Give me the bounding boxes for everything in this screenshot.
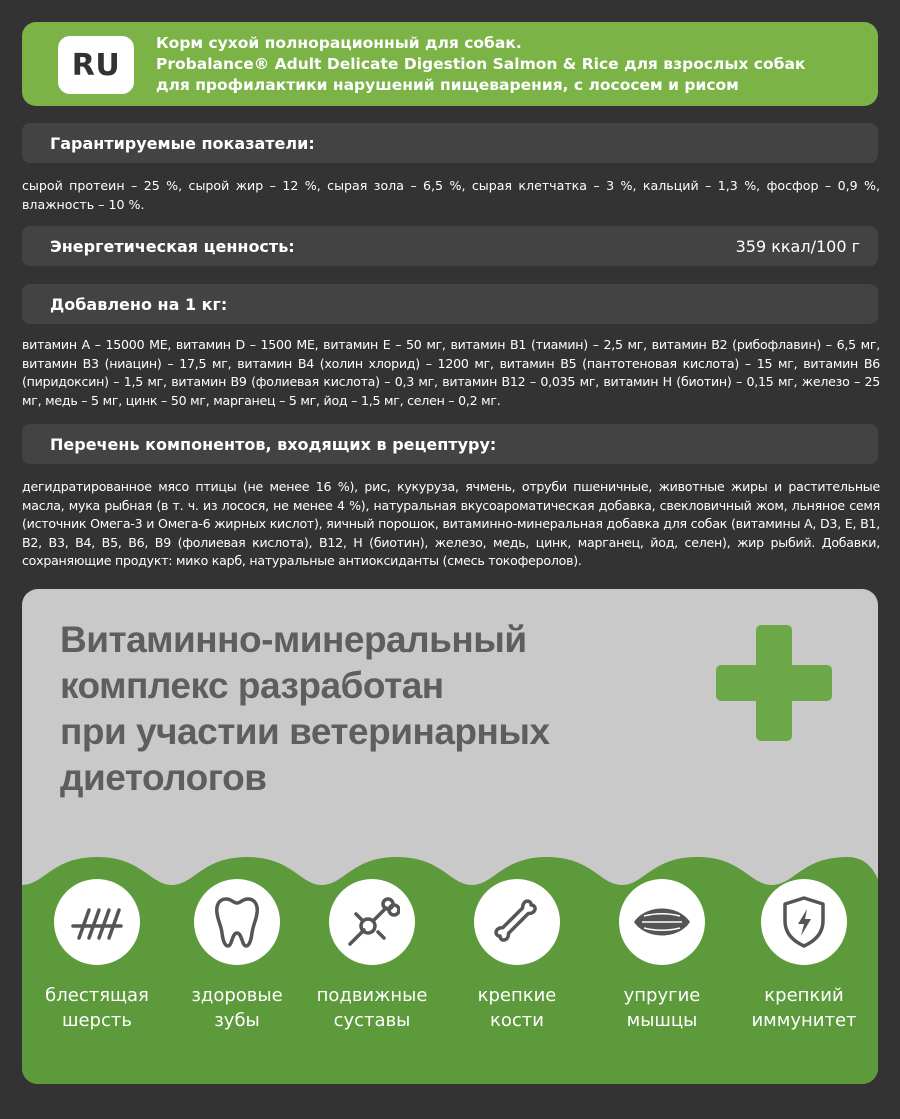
product-title-line-2: Probalance® Adult Delicate Digestion Salmon & Rice для взрослых собак xyxy=(156,55,806,73)
benefit-bones-circle xyxy=(474,879,560,965)
benefit-muscles xyxy=(597,869,727,1069)
bone-icon xyxy=(489,894,545,950)
benefit-teeth-line-2: зубы xyxy=(214,1010,260,1031)
energy-value: 359 ккал/100 г xyxy=(735,236,860,256)
section-bar-components xyxy=(22,424,878,464)
section-title-added: Добавлено на 1 кг: xyxy=(50,294,228,314)
benefit-muscles-line-2: мышцы xyxy=(626,1010,698,1031)
benefit-immunity xyxy=(739,869,869,1069)
benefit-joints-line-1: подвижные xyxy=(316,985,428,1006)
section-bar-guaranteed xyxy=(22,123,878,163)
section-title-components: Перечень компонентов, входящих в рецептуру: xyxy=(50,434,497,454)
benefit-fur-line-2: шерсть xyxy=(62,1010,132,1031)
benefit-muscles-line-1: упругие xyxy=(623,985,701,1006)
benefit-muscles-circle xyxy=(619,879,705,965)
muscle-icon xyxy=(632,902,692,942)
panel-title xyxy=(60,617,620,801)
benefit-fur-line-1: блестящая xyxy=(45,985,149,1006)
shield-icon xyxy=(781,895,827,949)
benefit-joints-circle xyxy=(329,879,415,965)
benefit-immunity-circle xyxy=(761,879,847,965)
section-bar-added xyxy=(22,284,878,324)
product-title-line-3: для профилактики нарушений пищеварения, с лососем и рисом xyxy=(156,76,739,94)
panel-title-line-4: диетологов xyxy=(60,757,267,798)
benefit-bones-line-2: кости xyxy=(490,1010,544,1031)
language-badge: RU xyxy=(58,36,134,94)
benefit-joints xyxy=(307,869,437,1069)
benefit-teeth xyxy=(172,869,302,1069)
product-header xyxy=(22,22,878,106)
added-text: витамин A – 15000 МЕ, витамин D – 1500 МЕ, витамин E – 50 мг, витамин B1 (тиамин) – 2,5 мг, витамин B2 (рибофлавин) – 6,5 мг, витамин B3 (ниацин) – 17,5 мг, витамин B4 (холин хлорид) – 1200 мг, витамин B5 (пантотеновая кислота) – 15 мг, витамин B6 (пиридоксин) – 1,5 мг, витамин B9 (фолиевая кислота) – 0,3 мг, витамин B12 – 0,035 мг, витамин H (биотин) – 0,15 мг, железо – 25 мг, медь – 5 мг, цинк – 50 мг, марганец – 5 мг, йод – 1,5 мг, селен – 0,2 мг. xyxy=(22,337,880,408)
product-title-line-1: Корм сухой полнорационный для собак. xyxy=(156,34,522,52)
plus-cross-icon xyxy=(716,625,832,741)
tooth-icon xyxy=(214,895,260,949)
vitamin-panel xyxy=(22,589,878,1084)
fur-icon xyxy=(67,902,127,942)
benefit-bones xyxy=(452,869,582,1069)
benefit-immunity-line-2: иммунитет xyxy=(751,1010,857,1031)
section-title-guaranteed: Гарантируемые показатели: xyxy=(50,133,315,153)
benefit-fur-circle xyxy=(54,879,140,965)
panel-title-line-2: комплекс разработан xyxy=(60,665,444,706)
panel-title-line-3: при участии ветеринарных xyxy=(60,711,550,752)
joint-icon xyxy=(344,894,400,950)
section-title-energy: Энергетическая ценность: xyxy=(50,236,295,256)
guaranteed-text: сырой протеин – 25 %, сырой жир – 12 %, сырая зола – 6,5 %, сырая клетчатка – 3 %, кальций – 1,3 %, фосфор – 0,9 %, влажность – 10 %. xyxy=(22,178,880,213)
benefit-teeth-circle xyxy=(194,879,280,965)
benefit-fur xyxy=(32,869,162,1069)
panel-title-line-1: Витаминно-минеральный xyxy=(60,619,527,660)
benefit-bones-line-1: крепкие xyxy=(477,985,557,1006)
benefit-teeth-line-1: здоровые xyxy=(191,985,283,1006)
benefit-joints-line-2: суставы xyxy=(333,1010,411,1031)
product-title xyxy=(156,33,866,96)
benefit-immunity-line-1: крепкий xyxy=(764,985,844,1006)
components-text: дегидратированное мясо птицы (не менее 16 %), рис, кукуруза, ячмень, отруби пшеничные, животные жиры и растительные масла, мука рыбная (в т. ч. из лосося, не менее 4 %), натуральная вкусоароматическая добавка, свекловичный жом, льняное семя (источник Омега-3 и Омега-6 жирных кислот), яичный порошок, витаминно-минеральная добавка для собак (витамины A, D3, E, B1, B2, B3, B4, B5, B6, B9 (фолиевая кислота), B12, H (биотин), железо, медь, цинк, марганец, йод, селен), жир рыбий. Добавки, сохраняющие продукт: мико карб, натуральные антиоксиданты (смесь токоферолов). xyxy=(22,479,880,568)
section-bar-energy xyxy=(22,226,878,266)
